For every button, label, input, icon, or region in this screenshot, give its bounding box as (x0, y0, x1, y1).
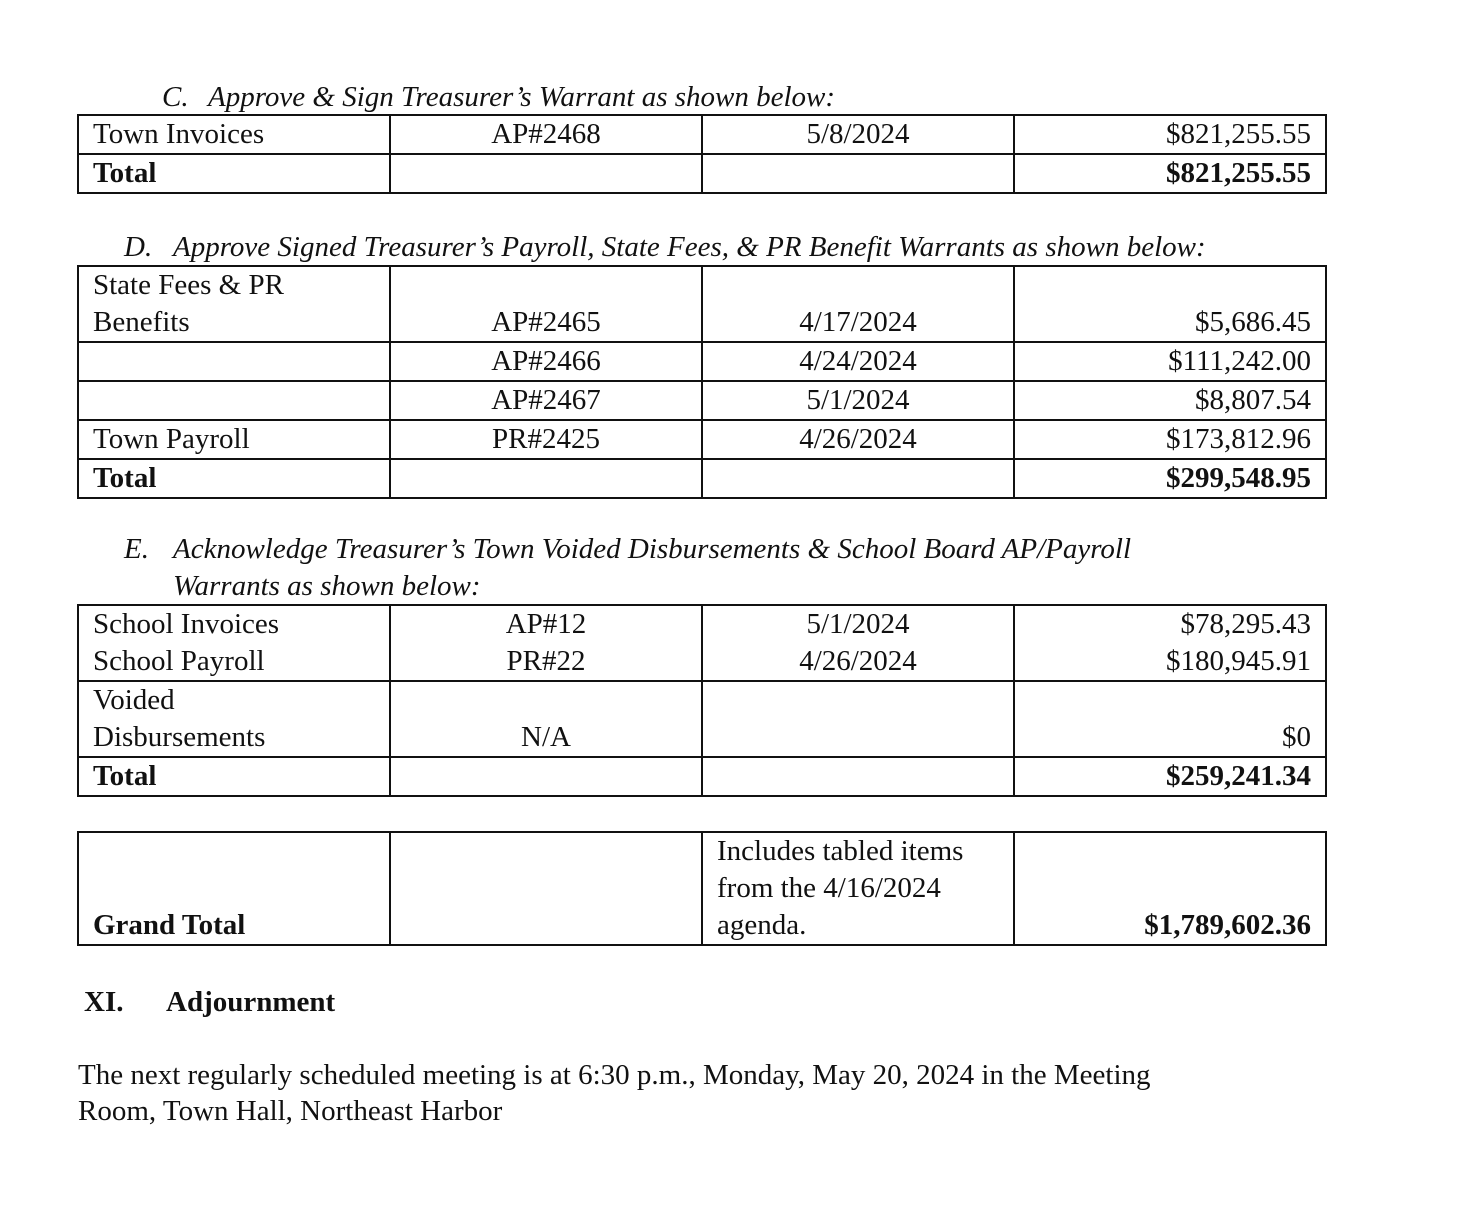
empty-cell (390, 832, 702, 945)
row-label: School Invoices (78, 605, 390, 643)
adjournment-text (78, 1057, 1318, 1129)
note-line: from the 4/16/2024 (717, 872, 941, 904)
label-line: Voided (93, 684, 175, 716)
total-row (78, 757, 1326, 796)
row-date: 5/1/2024 (702, 381, 1014, 420)
total-amount: $821,255.55 (1014, 154, 1326, 193)
row-label (78, 681, 390, 757)
row-amount: $0 (1014, 681, 1326, 757)
note-line: agenda. (717, 909, 807, 941)
section-d-letter: D. (124, 231, 153, 263)
row-ref: AP#2465 (390, 266, 702, 342)
row-label (78, 266, 390, 342)
total-amount: $299,548.95 (1014, 459, 1326, 498)
table-row (78, 643, 1326, 681)
total-label: Total (78, 154, 390, 193)
section-e-title-line2: Warrants as shown below: (173, 570, 481, 602)
adjournment-heading (84, 984, 335, 1020)
empty-cell (390, 757, 702, 796)
row-ref: PR#2425 (390, 420, 702, 459)
section-d-title: Approve Signed Treasurer’s Payroll, State Fees, & PR Benefit Warrants as shown below: (173, 231, 1206, 263)
total-amount: $259,241.34 (1014, 757, 1326, 796)
table-row (78, 115, 1326, 154)
row-amount: $78,295.43 (1014, 605, 1326, 643)
row-date (702, 681, 1014, 757)
note-line: Includes tabled items (717, 835, 964, 867)
row-amount: $8,807.54 (1014, 381, 1326, 420)
total-label: Total (78, 459, 390, 498)
grand-total-label: Grand Total (78, 832, 390, 945)
section-number: XI. (84, 986, 124, 1018)
section-d-table (77, 265, 1327, 499)
row-amount: $173,812.96 (1014, 420, 1326, 459)
section-c-table (77, 114, 1327, 194)
grand-total-row (78, 832, 1326, 945)
row-date: 4/24/2024 (702, 342, 1014, 381)
grand-total-amount: $1,789,602.36 (1014, 832, 1326, 945)
text-line: The next regularly scheduled meeting is at 6:30 p.m., Monday, May 20, 2024 in the Meeting (78, 1059, 1151, 1091)
grand-total-note (702, 832, 1014, 945)
section-c-title: Approve & Sign Treasurer’s Warrant as shown below: (208, 81, 836, 113)
table-row (78, 420, 1326, 459)
text-line: Room, Town Hall, Northeast Harbor (78, 1095, 503, 1127)
section-e-title-line1: Acknowledge Treasurer’s Town Voided Disbursements & School Board AP/Payroll (173, 533, 1132, 565)
total-label: Total (78, 757, 390, 796)
total-row (78, 154, 1326, 193)
table-row (78, 381, 1326, 420)
row-date: 4/26/2024 (702, 643, 1014, 681)
row-date: 5/8/2024 (702, 115, 1014, 154)
section-c-letter: C. (162, 81, 189, 113)
row-label: Town Payroll (78, 420, 390, 459)
row-ref: AP#2466 (390, 342, 702, 381)
section-d-heading (124, 229, 1206, 265)
row-ref: AP#12 (390, 605, 702, 643)
label-line: Disbursements (93, 721, 266, 753)
row-date: 5/1/2024 (702, 605, 1014, 643)
empty-cell (702, 757, 1014, 796)
empty-cell (702, 459, 1014, 498)
label-line: State Fees & PR (93, 269, 284, 301)
section-c-heading (162, 79, 835, 115)
row-amount: $180,945.91 (1014, 643, 1326, 681)
row-label: School Payroll (78, 643, 390, 681)
row-date: 4/26/2024 (702, 420, 1014, 459)
row-amount: $5,686.45 (1014, 266, 1326, 342)
empty-cell (390, 154, 702, 193)
row-ref: N/A (390, 681, 702, 757)
row-ref: AP#2467 (390, 381, 702, 420)
section-e-heading (124, 531, 1131, 567)
empty-cell (390, 459, 702, 498)
row-amount: $111,242.00 (1014, 342, 1326, 381)
section-title: Adjournment (166, 986, 336, 1018)
table-row (78, 605, 1326, 643)
table-row (78, 681, 1326, 757)
total-row (78, 459, 1326, 498)
row-date: 4/17/2024 (702, 266, 1014, 342)
row-label (78, 342, 390, 381)
section-e-heading-line2 (173, 568, 481, 604)
section-e-letter: E. (124, 533, 149, 565)
empty-cell (702, 154, 1014, 193)
row-ref: PR#22 (390, 643, 702, 681)
row-amount: $821,255.55 (1014, 115, 1326, 154)
row-label: Town Invoices (78, 115, 390, 154)
section-e-table (77, 604, 1327, 797)
table-row (78, 342, 1326, 381)
grand-total-table (77, 831, 1327, 946)
label-line: Benefits (93, 306, 190, 338)
row-ref: AP#2468 (390, 115, 702, 154)
table-row (78, 266, 1326, 342)
row-label (78, 381, 390, 420)
